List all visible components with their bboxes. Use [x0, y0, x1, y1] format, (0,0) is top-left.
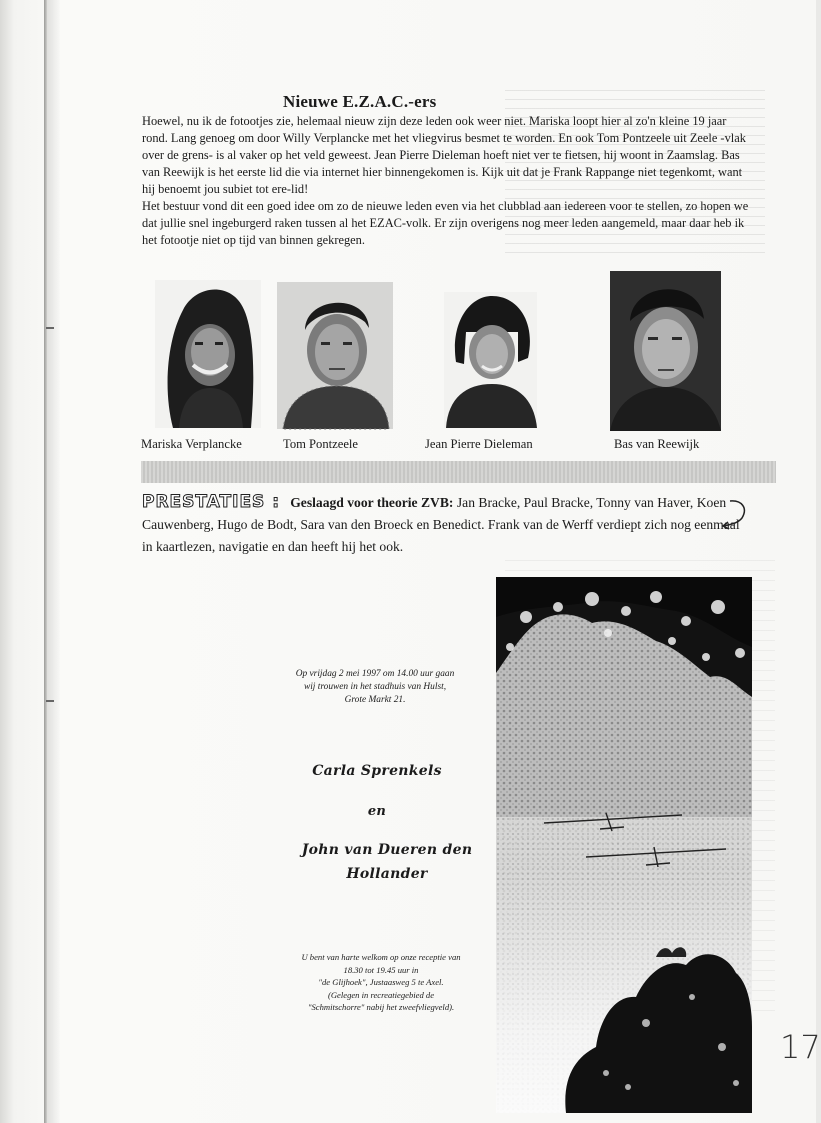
article-paragraph: Hoewel, nu ik de fotootjes zie, helemaal nieuw zijn deze leden ook weer niet. Mariska loopt hier al zo'n kleine 19 jaar rond. Lang genoeg om door Willy Verplancke met het vliegvirus besmet te worden. En ook Tom Pontzeele uit Zeele -vlak over de grens- is al vaker op het veld geweest. Jean Pierre Dieleman hoeft niet ver te fietsen, hij woont in Zaamslag. Bas van Reewijk is het eerste lid die via internet hier binnengekomen is. Kijk uit dat je Frank Rappange niet tegenkomt, want hij benoemt jou subiet tot ere-lid! — [142, 114, 746, 196]
wedding-line: wij trouwen in het stadhuis van Hulst, — [303, 682, 447, 692]
portrait-image — [155, 280, 261, 428]
staple-mark — [46, 700, 54, 702]
gliders-photo — [496, 577, 752, 1113]
member-caption: Bas van Reewijk — [614, 437, 700, 451]
article-body — [142, 113, 754, 249]
member-caption: Tom Pontzeele — [283, 437, 359, 451]
article-title: Nieuwe E.Z.A.C.-ers — [283, 92, 437, 111]
reception-line: U bent van harte welkom op onze receptie van — [301, 952, 461, 962]
groom-name: Hollander — [346, 866, 428, 882]
groom-name: John van Dueren den — [301, 842, 473, 858]
binding-shadow — [47, 0, 61, 1123]
portrait-image — [610, 271, 721, 431]
portrait-image — [277, 282, 393, 429]
portrait-image — [444, 292, 537, 428]
prestaties-section — [142, 491, 742, 558]
article-paragraph: Het bestuur vond dit een goed idee om zo de nieuwe leden even via het clubblad aan iedereen voor te stellen, zo hopen we dat jullie snel ingeburgerd raken tussen al het EZAC-volk. Er zijn overigens nog meer leden aangemeld, maar daar heb ik het fotootje niet op tijd van binnen gekregen. — [142, 199, 749, 247]
prestaties-heading: PRESTATIES : — [142, 492, 281, 512]
bride-name: Carla Sprenkels — [312, 763, 442, 779]
reception-details — [276, 951, 486, 1014]
reception-line: 18.30 tot 19.45 uur in — [343, 964, 419, 975]
page-binding — [44, 0, 47, 1123]
member-photo-bas — [610, 271, 721, 431]
member-photo-mariska — [155, 280, 261, 428]
prestaties-text: Jan Bracke, Paul Bracke, Tonny van Haver, Koen Cauwenberg, Hugo de Bodt, Sara van den Broeck en Benedict. Frank van de Werff verdiept zich nog eenmaal in kaartlezen, navigatie en dan heeft hij het ook. — [142, 495, 740, 554]
conjunction: en — [367, 804, 387, 819]
section-divider — [141, 461, 776, 483]
wedding-announcement — [262, 668, 488, 707]
reception-line: "Schmitschorre" nabij het zweefvliegveld). — [307, 1002, 455, 1012]
page-number: 17 — [780, 1028, 821, 1066]
staple-mark — [46, 327, 54, 329]
handwritten-arrow-icon — [718, 498, 754, 532]
reception-line: (Gelegen in recreatiegebied de — [327, 989, 435, 1000]
member-photo-jean-pierre — [444, 292, 537, 428]
prestaties-subheading: Geslaagd voor theorie ZVB: — [290, 495, 454, 510]
member-caption: Mariska Verplancke — [141, 437, 242, 451]
member-photo-tom — [277, 282, 393, 429]
member-caption: Jean Pierre Dieleman — [425, 437, 533, 451]
reception-line: "de Glijhoek", Justaasweg 5 te Axel. — [318, 977, 444, 987]
wedding-line: Op vrijdag 2 mei 1997 om 14.00 uur gaan — [295, 669, 455, 679]
wedding-line: Grote Markt 21. — [344, 695, 406, 705]
